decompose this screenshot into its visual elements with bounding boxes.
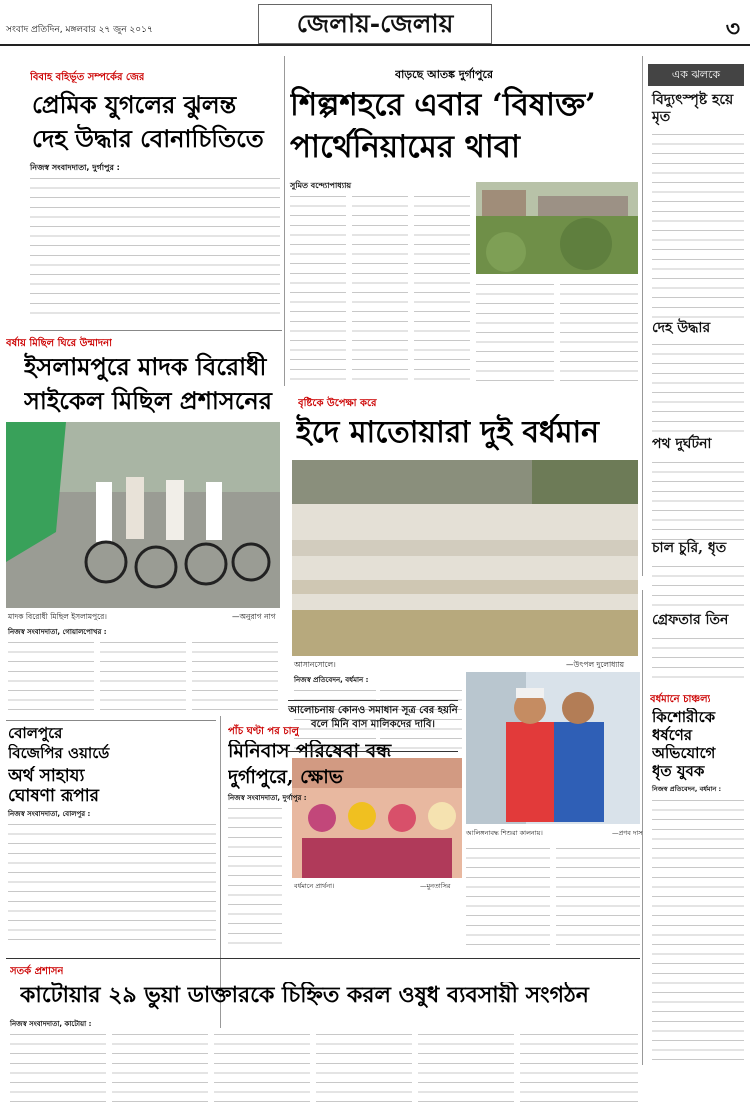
minibus-byline: নিজস্ব সংবাদদাতা, দুর্গাপুর : xyxy=(228,794,307,802)
page-header xyxy=(0,0,750,46)
islampur-byline: নিজস্ব সংবাদদাতা, গোয়ালপোখর : xyxy=(8,628,107,636)
bolpur-headline-line0: বোলপুরে xyxy=(8,724,63,742)
parthenium-photo xyxy=(476,182,638,274)
bolpur-headline-line1: বিজেপির ওয়ার্ডে xyxy=(8,744,110,762)
katwa-body-col3 xyxy=(214,1028,310,1108)
children-embrace-photo xyxy=(466,672,640,824)
katwa-kicker: সতর্ক প্রশাসন xyxy=(10,966,64,977)
divider xyxy=(30,330,282,331)
islampur-headline-line1: ইসলামপুরে মাদক বিরোধী xyxy=(24,352,267,381)
eid-prayer-photo-graphic xyxy=(292,460,638,656)
sidebar-item-body xyxy=(652,632,744,682)
katwa-byline: নিজস্ব সংবাদদাতা, কাটোয়া : xyxy=(10,1020,92,1028)
column-separator xyxy=(284,56,285,386)
katwa-body-col2 xyxy=(112,1028,208,1108)
minibus-headline-line1: মিনিবাস পরিষেবা বন্ধ xyxy=(228,740,392,762)
sidebar-heading: এক ঝলকে xyxy=(648,64,744,86)
eid-photo-caption: আসানসোলে। xyxy=(294,660,336,669)
sidebar-item-title: দেহ উদ্ধার xyxy=(652,320,711,336)
women-photo-credit: —মুনতাসির xyxy=(420,882,451,890)
girl-headline-line3: অভিযোগে xyxy=(652,744,716,762)
katwa-body-col5 xyxy=(418,1028,514,1108)
durgapur-body-col2 xyxy=(352,190,408,385)
girl-kicker: বর্ধমানে চাঞ্চল্য xyxy=(650,694,711,705)
sidebar-item-title: গ্রেফতার তিন xyxy=(652,612,729,628)
sidebar-item-title: চাল চুরি, ধৃত xyxy=(652,540,727,556)
minibus-body xyxy=(228,802,282,952)
women-photo-caption: বর্ধমানে প্রার্থনা। xyxy=(294,882,335,890)
islampur-body-col2 xyxy=(100,636,186,716)
lovers-headline-line1: প্রেমিক যুগলের ঝুলন্ত xyxy=(32,90,237,119)
lovers-byline: নিজস্ব সংবাদদাতা, দুর্গাপুর : xyxy=(30,163,120,172)
islampur-photo-caption: মাদক বিরোধী মিছিল ইসলামপুরে। xyxy=(8,612,107,621)
islampur-body-col1 xyxy=(8,636,94,716)
cycle-rally-photo xyxy=(6,422,280,608)
sidebar-item-body xyxy=(652,560,744,610)
minibus-headline-line2: দুর্গাপুরে, ক্ষোভ xyxy=(228,766,343,788)
durgapur-kicker: বাড়ছে আতঙ্ক দুর্গাপুরে xyxy=(395,68,493,81)
sidebar-item-body xyxy=(652,338,744,438)
lovers-body xyxy=(30,172,280,322)
minibus-kicker: পাঁচ ঘণ্টা পর চালু xyxy=(228,726,299,737)
katwa-body-col1 xyxy=(10,1028,106,1108)
page-number: ৩ xyxy=(725,16,740,42)
girl-headline-line2: ধর্ষণের xyxy=(652,726,693,744)
eid-body-col4 xyxy=(556,842,640,952)
sidebar-item-body xyxy=(652,128,744,318)
katwa-headline: কাটোয়ার ২৯ ভুয়া ডাক্তারকে চিহ্নিত করল ওষুধ ব্যবসায়ী সংগঠন xyxy=(20,982,589,1008)
durgapur-headline-line1: শিল্পশহরে এবার ‘বিষাক্ত’ xyxy=(290,87,596,123)
bolpur-headline-line3: ঘোষণা রূপার xyxy=(8,786,100,806)
girl-body xyxy=(652,794,744,1064)
eid-prayer-photo xyxy=(292,460,638,656)
eid-headline: ইদে মাতোয়ারা দুই বর্ধমান xyxy=(296,415,600,450)
katwa-body-col6 xyxy=(520,1028,638,1108)
durgapur-body-col1 xyxy=(290,190,346,385)
katwa-body-col4 xyxy=(316,1028,412,1108)
eid-body-col3 xyxy=(466,842,550,952)
eid-kicker: বৃষ্টিকে উপেক্ষা করে xyxy=(298,398,377,409)
column-separator xyxy=(220,690,221,1070)
islampur-body-col3 xyxy=(192,636,278,716)
sidebar-item-title: বিদ্যুৎস্পৃষ্ট হয়ে মৃত xyxy=(652,92,734,125)
sidebar-item-title: পথ দুর্ঘটনা xyxy=(652,436,712,452)
column-separator xyxy=(642,56,643,576)
islampur-kicker: বর্ষায় মিছিল ঘিরে উন্মাদনা xyxy=(6,338,113,349)
issue-date: সংবাদ প্রতিদিন, মঙ্গলবার ২৭ জুন ২০১৭ xyxy=(6,25,153,35)
eid-photo-credit: —উৎপল দুলোধ্যায় xyxy=(566,660,625,669)
minibus-pull-quote: আলোচনায় কোনও সমাধান সূত্র বের হয়নি বলে মিনি বাস মালিকদের দাবি। xyxy=(288,700,458,752)
eid-byline: নিজস্ব প্রতিবেদন, বর্ধমান : xyxy=(294,676,369,684)
islampur-headline-line2: সাইকেল মিছিল প্রশাসনের xyxy=(24,386,272,415)
bolpur-body xyxy=(8,818,216,948)
cycle-rally-photo-graphic xyxy=(6,422,280,608)
islampur-photo-credit: —অনুরাগ নাগ xyxy=(232,612,276,621)
parthenium-photo-graphic xyxy=(476,182,638,274)
children-embrace-photo-graphic xyxy=(466,672,640,824)
durgapur-headline-line2: পার্থেনিয়ামের থাবা xyxy=(290,129,521,165)
divider xyxy=(6,720,216,721)
children-photo-credit: —প্রণব দাস xyxy=(612,829,643,837)
girl-byline: নিজস্ব প্রতিবেদন, বর্ধমান : xyxy=(652,785,722,793)
durgapur-body-col3 xyxy=(414,190,470,385)
section-title: জেলায়-জেলায় xyxy=(258,4,492,44)
durgapur-byline: সুমিত বন্দ্যোপাধ্যায় xyxy=(290,181,352,190)
durgapur-body-col4 xyxy=(476,278,554,385)
girl-headline-line1: কিশোরীকে xyxy=(652,708,716,726)
bolpur-byline: নিজস্ব সংবাদদাতা, বোলপুর : xyxy=(8,810,91,818)
durgapur-body-col5 xyxy=(560,278,638,385)
children-photo-caption: আলিঙ্গনাবদ্ধ শিশুরা কালনায়। xyxy=(466,829,543,837)
bolpur-headline-line2: অর্থ সাহায্য xyxy=(8,766,85,786)
lovers-kicker: বিবাহ বহির্ভূত সম্পর্কের জের xyxy=(30,72,145,83)
sidebar-item-body xyxy=(652,456,744,541)
girl-headline-line4: ধৃত যুবক xyxy=(652,762,705,780)
lovers-headline-line2: দেহ উদ্ধার বোনাচিতিতে xyxy=(32,124,264,153)
divider xyxy=(6,958,640,959)
